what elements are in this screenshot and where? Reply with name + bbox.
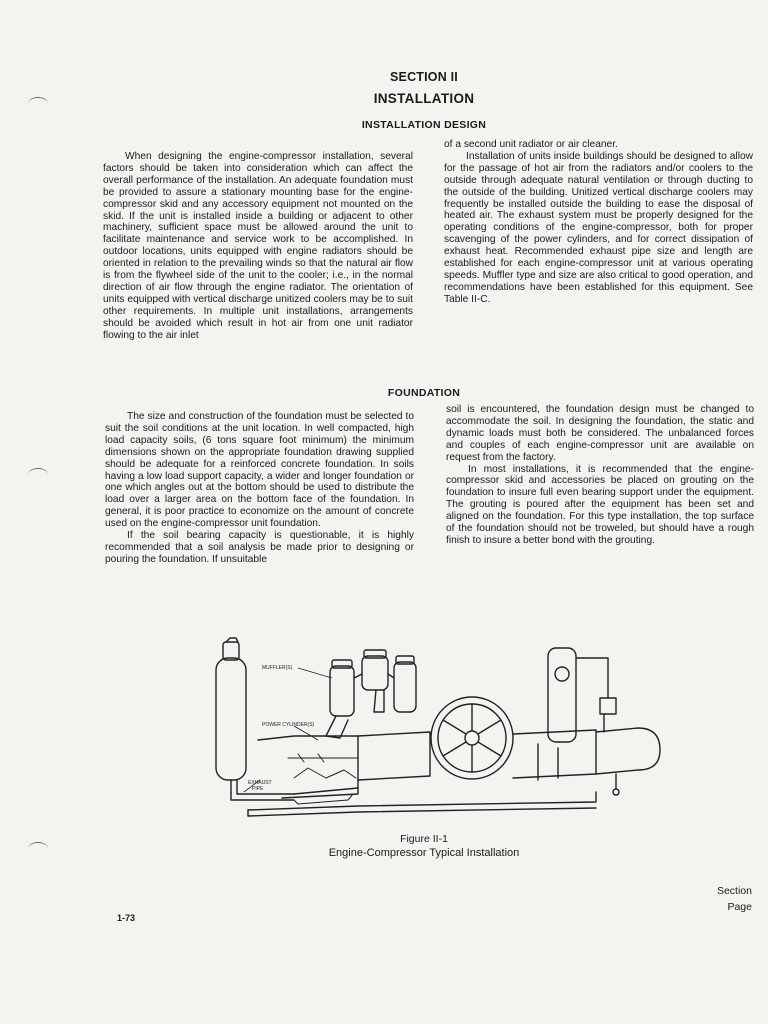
engine-compressor-illustration bbox=[208, 628, 678, 824]
page-code: 1-73 bbox=[117, 913, 136, 923]
exhaust-pipe-callout: PIPE bbox=[252, 786, 264, 792]
muffler-callout: MUFFLER(S) bbox=[262, 665, 293, 671]
paragraph: Installation of units inside buildings should be designed to allow for the passage of hot air from the radiators and/or coolers to the outside through adequate natural ventilation or through ducting to the outside of the building. Unitized vertical discharge coolers may frequently be installed outside the building to ease the disposal of heated air. The exhaust system must be properly designed for the operating conditions of the engine-compressor, both for proper scavenging of the power cylinders, and for correct dissipation of exhaust heat. Recommended exhaust pipe size and length are established for each engine-compressor unit at various operating speeds. Muffler type and size are also critical to good operation, and recommendations have been established for this equipment. See Table II-C. bbox=[444, 150, 753, 305]
installation-design-left-column bbox=[103, 151, 413, 342]
paragraph: The size and construction of the foundation must be selected to suit the soil conditions at the unit location. In well compacted, high load capacity soils, (6 tons square foot minimum) the minimum dimensions shown on the appropriate foundation drawing supplied should be adequate for a reinforced concrete foundation. In soils having a low load support capacity, a wider and longer foundation or one which angles out at the bottom should be used to distribute the load over a larger area on the bottom face of the foundation. In general, it is poor practice to economize on the amount of concrete used on the engine-compressor unit foundation. bbox=[105, 411, 414, 530]
section-footer-label: Section bbox=[716, 885, 752, 897]
engine-block-drawing bbox=[258, 736, 358, 798]
power-cylinders-drawing bbox=[326, 650, 416, 738]
section-number: SECTION II bbox=[390, 70, 458, 84]
page-title: INSTALLATION bbox=[373, 91, 475, 106]
skid-base-drawing bbox=[248, 792, 596, 816]
figure-caption: Engine-Compressor Typical Installation bbox=[328, 847, 520, 859]
exhaust-pipe-callout: EXHAUST bbox=[248, 780, 272, 786]
paragraph: soil is encountered, the foundation design must be changed to accommodate the soil. In designing the foundation, the static and dynamic loads must both be considered. The unbalanced forces and couples of each engine-compressor unit are available on request from the factory. bbox=[446, 404, 754, 463]
muffler-leader-line bbox=[298, 668, 332, 678]
paragraph: If the soil bearing capacity is questionable, it is highly recommended that a soil analysis be made prior to designing or pouring the foundation. If unsuitable bbox=[105, 530, 414, 565]
foundation-heading: FOUNDATION bbox=[387, 387, 461, 399]
installation-design-right-column bbox=[444, 139, 753, 306]
power-cylinder-callout: POWER CYLINDER(S) bbox=[262, 722, 315, 728]
installation-design-heading: INSTALLATION DESIGN bbox=[361, 119, 487, 131]
paragraph: of a second unit radiator or air cleaner. bbox=[444, 139, 618, 150]
power-cylinder-leader-line bbox=[294, 726, 318, 740]
binder-hole-mark bbox=[28, 468, 48, 481]
paragraph: When designing the engine-compressor installation, several factors should be taken into consideration which can affect the overall performance of the installation. An adequate foundation must be provided to assure a stationary mounting base for the engine-compressor skid and any accessory equipment not mounted on the skid. If the unit is installed inside a building or adjacent to other machinery, sufficient space must be allowed around the unit to facilitate maintenance and service work to be accomplished. In outdoor locations, units equipped with engine radiators should be oriented in relation to the prevailing winds so that the natural air flow is from the flywheel side of the unit to the cooler; i.e., in the normal direction of air flow through the engine radiator. The orientation of units equipped with vertical discharge unitized coolers may be to suit other requirements. In multiple unit installations, arrangements should be avoided which result in hot air from one unit radiator flowing to the air inlet bbox=[103, 151, 413, 341]
paragraph: In most installations, it is recommended that the engine-compressor skid and accessories be placed on grouting on the foundation to insure full even bearing support under the equipment. The grouting is poured after the equipment has been set and aligned on the foundation. For this type installation, the top surface of the foundation should not be troweled, but should have a rough finish to insure a better bond with the grouting. bbox=[446, 463, 754, 546]
figure-number: Figure II-1 bbox=[400, 833, 448, 845]
muffler-drawing bbox=[216, 638, 294, 800]
foundation-right-column bbox=[446, 404, 754, 547]
flywheel-drawing bbox=[431, 697, 513, 779]
page-footer-label: Page bbox=[727, 901, 752, 913]
foundation-left-column bbox=[105, 411, 414, 566]
